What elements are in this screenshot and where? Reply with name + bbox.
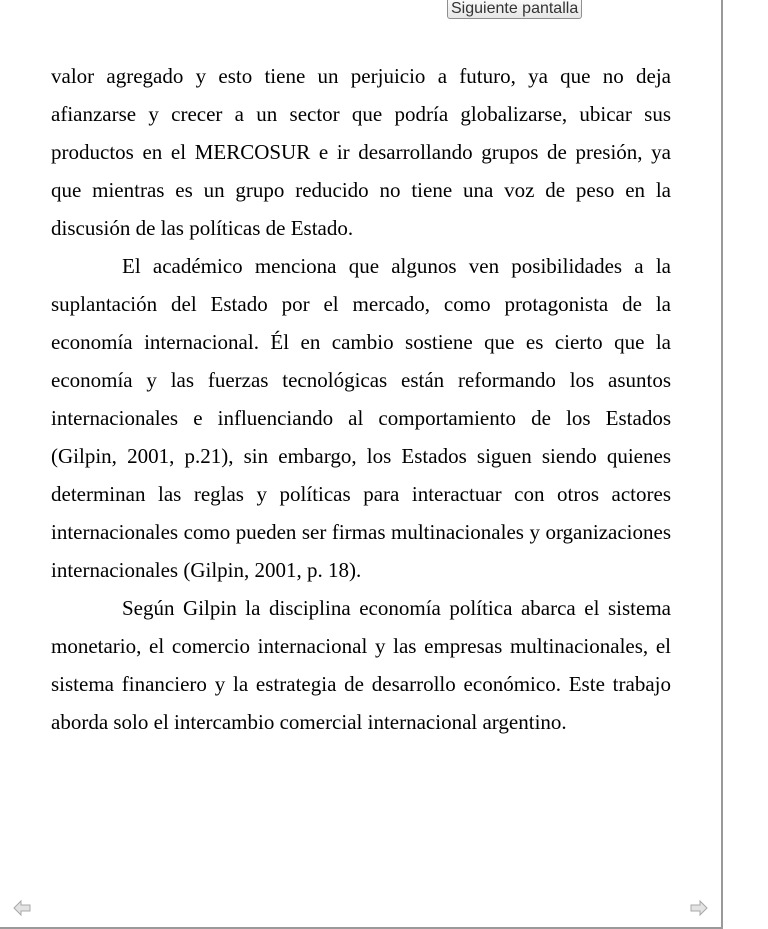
page-edge-right [721,0,723,929]
right-arrow-icon [689,898,709,918]
paragraph: Según Gilpin la disciplina economía política abarca el sistema monetario, el comercio internacional y las empresas multinacionales, el sistema financiero y la estrategia de desarrollo económico. Este trabajo aborda solo el intercambio comercial internacional argentino. [51,596,671,734]
paragraph: El académico menciona que algunos ven posibilidades a la suplantación del Estado por el mercado, como protagonista de la economía internacional. Él en cambio sostiene que es cierto que la economía y las fuerzas tecnológicas están reformando los asuntos internacionales e influenciando al comportamiento de los Estados (Gilpin, 2001, p.21), sin embargo, los Estados siguen siendo quienes determinan las reglas y políticas para interactuar con otros actores internacionales como pueden ser firmas multinacionales y organizaciones internacionales (Gilpin, 2001, p. 18). [51,254,671,582]
document-body [51,57,671,741]
previous-screen-arrow[interactable] [12,898,32,918]
next-screen-button[interactable]: Siguiente pantalla [447,0,582,19]
next-screen-arrow[interactable] [689,898,709,918]
paragraph: valor agregado y esto tiene un perjuicio a futuro, ya que no deja afianzarse y crecer a un sector que podría globalizarse, ubicar sus productos en el MERCOSUR e ir desarrollando grupos de presión, ya que mientras es un grupo reducido no tiene una voz de peso en la discusión de las políticas de Estado. [51,64,671,240]
left-arrow-icon [12,898,32,918]
